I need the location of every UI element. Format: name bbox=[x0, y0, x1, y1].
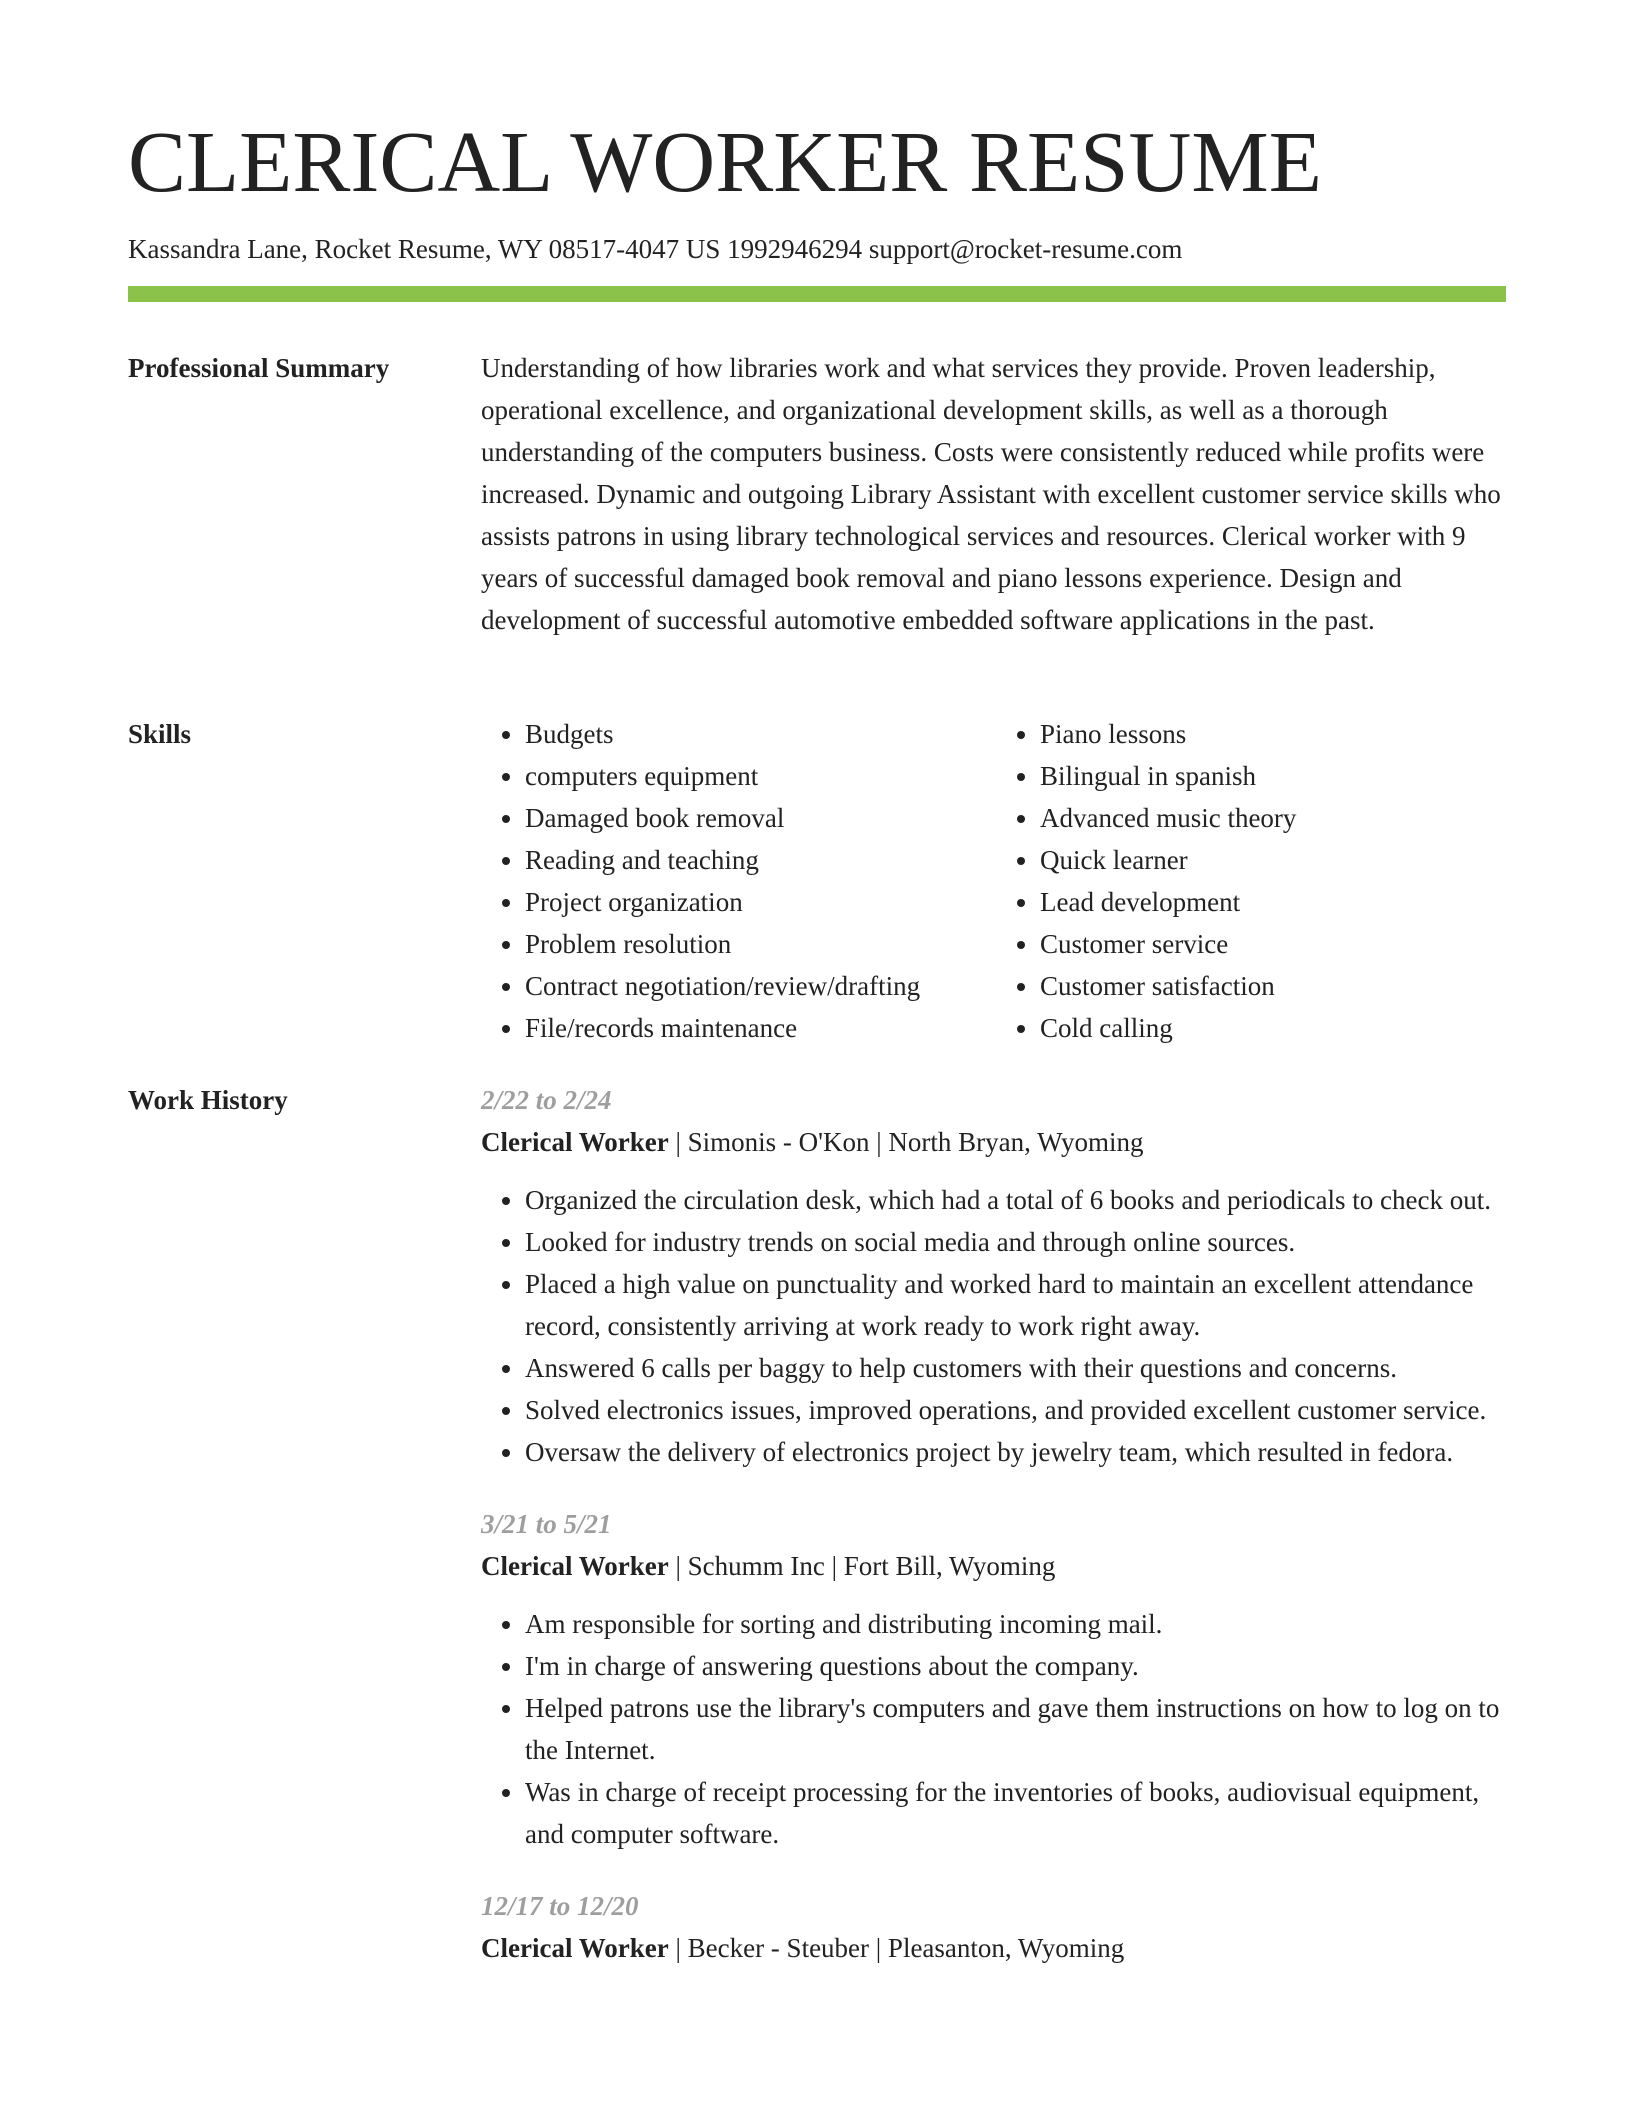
skills-section bbox=[481, 713, 1511, 1049]
job-bullet: • Looked for industry trends on social media and through online sources. bbox=[525, 1221, 1511, 1263]
skill-item: • Budgets bbox=[525, 713, 996, 755]
job-bullet: • Solved electronics issues, improved operations, and provided excellent customer service. bbox=[525, 1389, 1511, 1431]
job-heading bbox=[481, 1121, 1511, 1163]
job-bullet: • Organized the circulation desk, which had a total of 6 books and periodicals to check out. bbox=[525, 1179, 1511, 1221]
contact-line: Kassandra Lane, Rocket Resume, WY 08517-4047 US 1992946294 support@rocket-resume.com bbox=[128, 234, 1183, 264]
job-bullet: • Answered 6 calls per baggy to help customers with their questions and concerns. bbox=[525, 1347, 1511, 1389]
job-heading bbox=[481, 1545, 1511, 1587]
job-title: Clerical Worker bbox=[481, 1127, 669, 1157]
job-entry bbox=[481, 1885, 1511, 1969]
job-bullet: • Helped patrons use the library's computers and gave them instructions on how to log on to the Internet. bbox=[525, 1687, 1511, 1771]
job-bullets bbox=[481, 1603, 1511, 1855]
skill-item: • Damaged book removal bbox=[525, 797, 996, 839]
skill-item: • Bilingual in spanish bbox=[1040, 755, 1511, 797]
skill-item: • Contract negotiation/review/drafting bbox=[525, 965, 996, 1007]
skill-item: • Reading and teaching bbox=[525, 839, 996, 881]
job-dates: 2/22 to 2/24 bbox=[481, 1085, 612, 1115]
summary-section bbox=[481, 347, 1511, 641]
work-history-section bbox=[481, 1079, 1511, 1969]
job-bullet: • Am responsible for sorting and distributing incoming mail. bbox=[525, 1603, 1511, 1645]
skill-item: • File/records maintenance bbox=[525, 1007, 996, 1049]
job-title: Clerical Worker bbox=[481, 1551, 669, 1581]
skills-list-right bbox=[996, 713, 1511, 1049]
skills-label: Skills bbox=[128, 719, 192, 749]
job-bullets bbox=[481, 1179, 1511, 1473]
job-bullet: • Placed a high value on punctuality and worked hard to maintain an excellent attendance record, consistently arriving at work ready to work right away. bbox=[525, 1263, 1511, 1347]
skills-list-left bbox=[481, 713, 996, 1049]
job-bullet: • Oversaw the delivery of electronics project by jewelry team, which resulted in fedora. bbox=[525, 1431, 1511, 1473]
job-details: | Schumm Inc | Fort Bill, Wyoming bbox=[668, 1551, 1056, 1581]
summary-text: Understanding of how libraries work and what services they provide. Proven leadership, operational excellence, and organizational development skills, as well as a thorough understanding of the computers business. Costs were consistently reduced while profits were increased. Dynamic and outgoing Library Assistant with excellent customer service skills who assists patrons in using library technological services and resources. Clerical worker with 9 years of successful damaged book removal and piano lessons experience. Design and development of successful automotive embedded software applications in the past. bbox=[481, 353, 1501, 635]
skill-item: • Piano lessons bbox=[1040, 713, 1511, 755]
job-entry bbox=[481, 1503, 1511, 1855]
skill-item: • Problem resolution bbox=[525, 923, 996, 965]
job-bullet: • I'm in charge of answering questions about the company. bbox=[525, 1645, 1511, 1687]
skill-item: • Quick learner bbox=[1040, 839, 1511, 881]
job-details: | Simonis - O'Kon | North Bryan, Wyoming bbox=[668, 1127, 1144, 1157]
job-title: Clerical Worker bbox=[481, 1933, 669, 1963]
resume-title: CLERICAL WORKER RESUME bbox=[128, 113, 1322, 210]
job-details: | Becker - Steuber | Pleasanton, Wyoming bbox=[668, 1933, 1125, 1963]
skill-item: • Customer service bbox=[1040, 923, 1511, 965]
job-entry bbox=[481, 1079, 1511, 1473]
skill-item: • Advanced music theory bbox=[1040, 797, 1511, 839]
skill-item: • Customer satisfaction bbox=[1040, 965, 1511, 1007]
skill-item: • Project organization bbox=[525, 881, 996, 923]
work-history-label: Work History bbox=[128, 1085, 288, 1115]
job-dates: 3/21 to 5/21 bbox=[481, 1509, 612, 1539]
skill-item: • Lead development bbox=[1040, 881, 1511, 923]
job-bullet: • Was in charge of receipt processing for the inventories of books, audiovisual equipment, and computer software. bbox=[525, 1771, 1511, 1855]
skill-item: • Cold calling bbox=[1040, 1007, 1511, 1049]
job-heading bbox=[481, 1927, 1511, 1969]
summary-label: Professional Summary bbox=[128, 353, 390, 383]
skill-item: • computers equipment bbox=[525, 755, 996, 797]
header-divider bbox=[128, 286, 1506, 302]
job-dates: 12/17 to 12/20 bbox=[481, 1891, 639, 1921]
